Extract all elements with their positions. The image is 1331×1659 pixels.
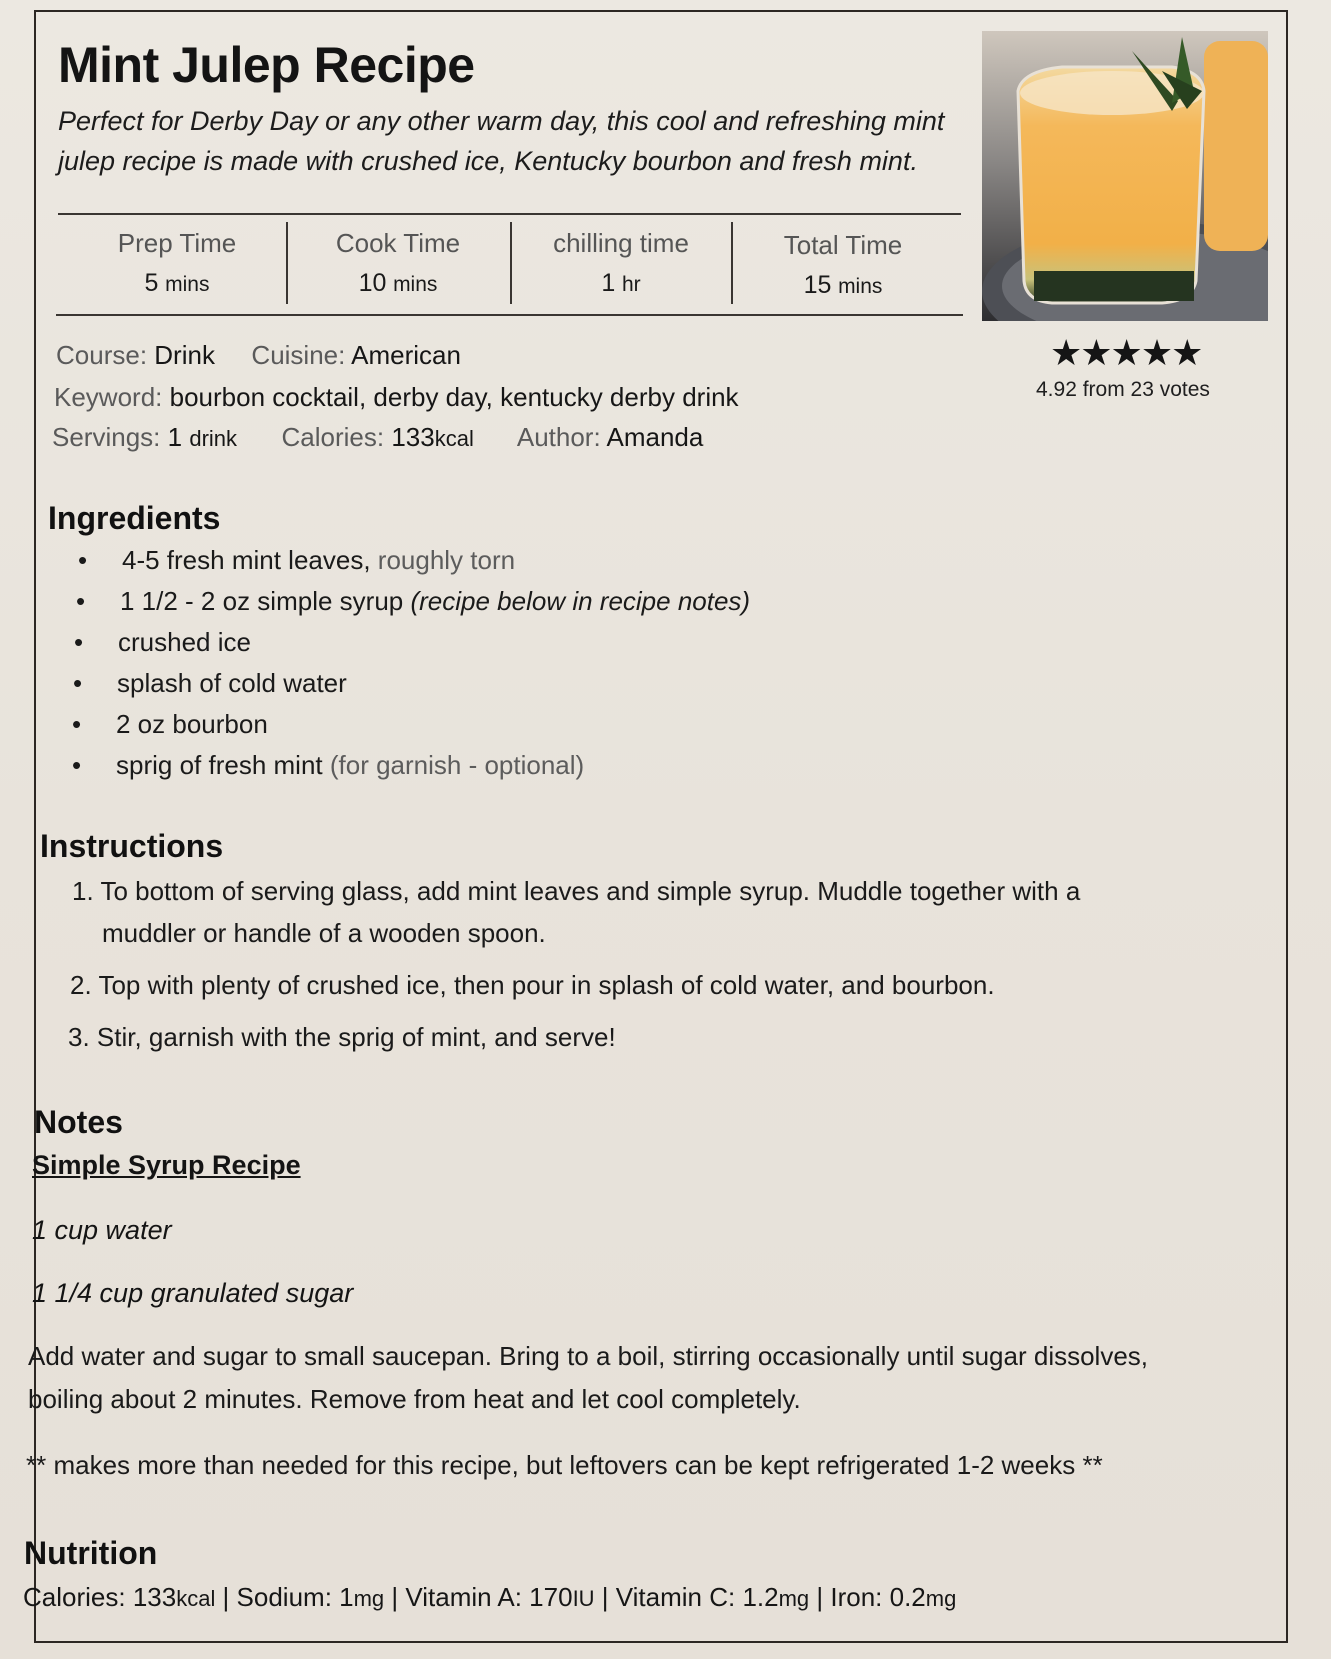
bullet-icon: • [72, 709, 82, 739]
ingredient-item [72, 709, 268, 740]
mint-julep-image-icon [982, 31, 1268, 321]
nutrition-label-value: Sodium: 1 [236, 1582, 354, 1612]
step-text: Stir, garnish with the sprig of mint, and serve! [96, 1022, 616, 1052]
bullet-icon: • [73, 668, 83, 698]
step-text: Top with plenty of crushed ice, then pour in splash of cold water, and bourbon. [98, 970, 995, 1000]
step-number: 3. [68, 1022, 97, 1052]
nutrition-unit: mg [925, 1586, 957, 1611]
nutrition-item [237, 1582, 385, 1612]
ingredient-item [73, 668, 347, 699]
bullet-icon: • [78, 545, 88, 575]
simple-syrup-subheading: Simple Syrup Recipe [32, 1150, 301, 1180]
time-value: 15 mins [803, 271, 883, 299]
ingredient-item [72, 750, 584, 781]
total-time [738, 230, 948, 300]
cocktail-photo [982, 31, 1268, 321]
servings-value: 1 [167, 422, 183, 452]
nutrition-item [830, 1582, 956, 1612]
nutrition-label-value: Calories: 133 [23, 1582, 177, 1612]
nutrition-facts [23, 1582, 956, 1613]
ingredient-item [78, 545, 515, 576]
rating-summary: 4.92 from 23 votes [1036, 378, 1210, 401]
ingredient-text: 1 1/2 - 2 oz simple syrup [120, 586, 411, 616]
times-column-divider [731, 222, 733, 304]
servings-label: Servings: [52, 422, 161, 452]
nutrition-label-value: Iron: 0.2 [830, 1582, 926, 1612]
notes-heading: Notes [34, 1104, 123, 1140]
bullet-icon: • [74, 627, 84, 657]
instruction-step [68, 1022, 616, 1053]
calories-value: 133 [391, 422, 435, 452]
bullet-icon: • [72, 750, 82, 780]
recipe-summary-line-2: julep recipe is made with crushed ice, Kentucky bourbon and fresh mint. [58, 146, 918, 176]
recipe-title: Mint Julep Recipe [58, 37, 475, 93]
nutrition-label-value: Vitamin C: 1.2 [615, 1582, 779, 1612]
nutrition-item [405, 1582, 594, 1612]
nutrition-label-value: Vitamin A: 170 [405, 1582, 573, 1612]
times-column-divider [510, 222, 512, 304]
cuisine-value: American [351, 340, 461, 370]
syrup-item-water: 1 cup water [32, 1215, 172, 1245]
time-label: Prep Time [117, 228, 237, 258]
course-cuisine-line [56, 340, 461, 371]
instructions-heading: Instructions [40, 828, 224, 864]
nutrition-unit: IU [572, 1586, 595, 1611]
nutrition-separator: | [215, 1582, 237, 1612]
ingredient-text: crushed ice [118, 627, 251, 657]
nutrition-item [23, 1582, 215, 1612]
keyword-value: bourbon cocktail, derby day, kentucky derby drink [169, 382, 739, 412]
times-column-divider [286, 222, 288, 304]
nutrition-separator: | [809, 1582, 831, 1612]
syrup-footnote: ** makes more than needed for this recipe, but leftovers can be kept refrigerated 1-2 weeks ** [26, 1450, 1103, 1480]
cuisine-label: Cuisine: [251, 340, 346, 370]
author-label: Author: [516, 422, 601, 452]
time-label: Total Time [783, 230, 903, 260]
step-number: 2. [70, 970, 99, 1000]
chilling-time [516, 228, 726, 298]
nutrition-separator: | [384, 1582, 406, 1612]
ingredient-text: 2 oz bourbon [116, 709, 268, 739]
instruction-step [70, 970, 995, 1001]
syrup-item-sugar: 1 1/4 cup granulated sugar [32, 1278, 354, 1308]
time-value: 1 hr [601, 269, 641, 297]
nutrition-unit: mg [778, 1586, 810, 1611]
instruction-step [72, 876, 1080, 907]
time-value: 5 mins [144, 269, 210, 297]
nutrition-item [616, 1582, 809, 1612]
cook-time [293, 228, 503, 298]
step-text: To bottom of serving glass, add mint leaves and simple syrup. Muddle together with a [100, 876, 1081, 906]
nutrition-heading: Nutrition [24, 1535, 158, 1571]
nutrition-unit: mg [353, 1586, 385, 1611]
servings-unit: drink [189, 426, 238, 451]
prep-time [72, 228, 282, 298]
calories-unit: kcal [434, 426, 474, 451]
rating-stars: ★★★★★ [1050, 332, 1202, 373]
ingredients-heading: Ingredients [48, 500, 221, 536]
ingredient-note: (for garnish - optional) [322, 750, 585, 780]
nutrition-unit: kcal [176, 1586, 216, 1611]
syrup-method-line-1: Add water and sugar to small saucepan. Bring to a boil, stirring occasionally until sugar dissolves, [28, 1341, 1149, 1371]
time-value: 10 mins [358, 269, 438, 297]
instruction-step-continuation: muddler or handle of a wooden spoon. [102, 918, 546, 948]
step-number: 1. [72, 876, 101, 906]
ingredient-text: sprig of fresh mint [116, 750, 323, 780]
keyword-line [54, 382, 739, 413]
bullet-icon: • [76, 586, 86, 616]
servings-calories-author-line [52, 422, 703, 453]
ingredient-item [76, 586, 750, 617]
course-value: Drink [154, 340, 215, 370]
author-value: Amanda [606, 422, 704, 452]
recipe-summary-line-1: Perfect for Derby Day or any other warm day, this cool and refreshing mint [58, 106, 945, 136]
syrup-method-line-2: boiling about 2 minutes. Remove from heat and let cool completely. [28, 1384, 801, 1414]
time-label: Cook Time [335, 228, 461, 258]
nutrition-separator: | [594, 1582, 616, 1612]
ingredient-note: roughly torn [370, 545, 516, 575]
times-top-divider [58, 213, 961, 215]
keyword-label: Keyword: [54, 382, 163, 412]
ingredient-note: (recipe below in recipe notes) [410, 586, 751, 616]
ingredient-item [74, 627, 251, 658]
time-label: chilling time [553, 228, 689, 258]
ingredient-text: 4-5 fresh mint leaves, [122, 545, 371, 575]
calories-label: Calories: [281, 422, 385, 452]
course-label: Course: [56, 340, 148, 370]
times-bottom-divider [56, 314, 963, 316]
ingredient-text: splash of cold water [117, 668, 347, 698]
